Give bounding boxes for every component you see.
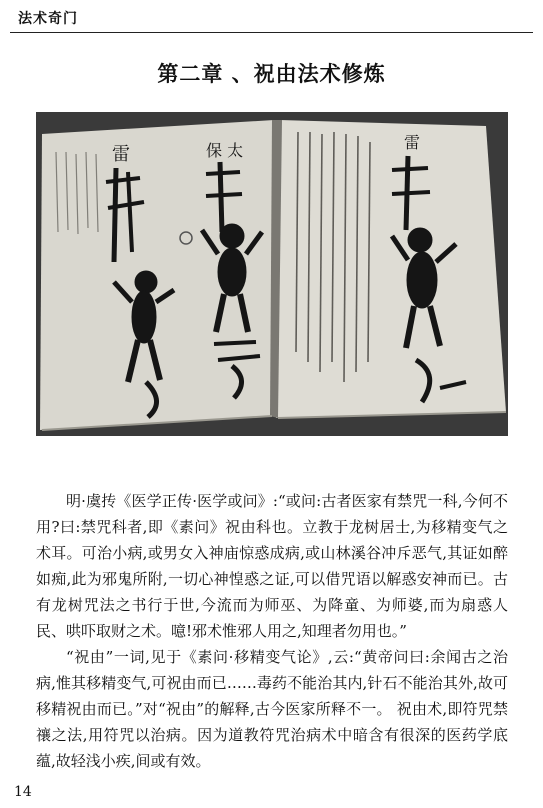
- svg-text:雷: 雷: [112, 144, 130, 165]
- talisman-manuscript-image: [36, 112, 508, 436]
- page-number: 14: [14, 784, 32, 800]
- header-divider: [10, 32, 533, 33]
- paragraph: 明·虞抟《医学正传·医学或问》:“或问:古者医家有禁咒一科,今何不用?曰:禁咒科者,即《素问》祝由科也。立教于龙树居士,为移精变气之术耳。可治小病,或男女入神庙惊惑成病,或山林溪谷冲斥恶气,其证如醉如痴,此为邪鬼所附,一切心神惶惑之证,可以借咒语以解惑安神而已。古有龙树咒法之书行于世,今流而为师巫、为降童、为师婆,而为扇惑人民、哄吓取财之术。噫!邪术惟邪人用之,知理者勿用也。”: [36, 492, 508, 640]
- svg-text:雷: 雷: [404, 133, 421, 152]
- svg-text:保 太: 保 太: [206, 141, 244, 160]
- body-text: [36, 488, 508, 774]
- chapter-title: 第二章 、祝由法术修炼: [157, 62, 386, 86]
- paragraph: “祝由”一词,见于《素问·移精变气论》,云:“黄帝问曰:余闻古之治病,惟其移精变气,可祝由而已……毒药不能治其内,针石不能治其外,故可移精祝由而已。”对“祝由”的解释,古今医家所释不一。 祝由术,即符咒禁禳之法,用符咒以治病。因为道教符咒治病术中暗含有很深的医药学底蕴,故轻浅小疾,间或有效。: [36, 648, 508, 770]
- running-header: 法术奇门: [18, 11, 78, 27]
